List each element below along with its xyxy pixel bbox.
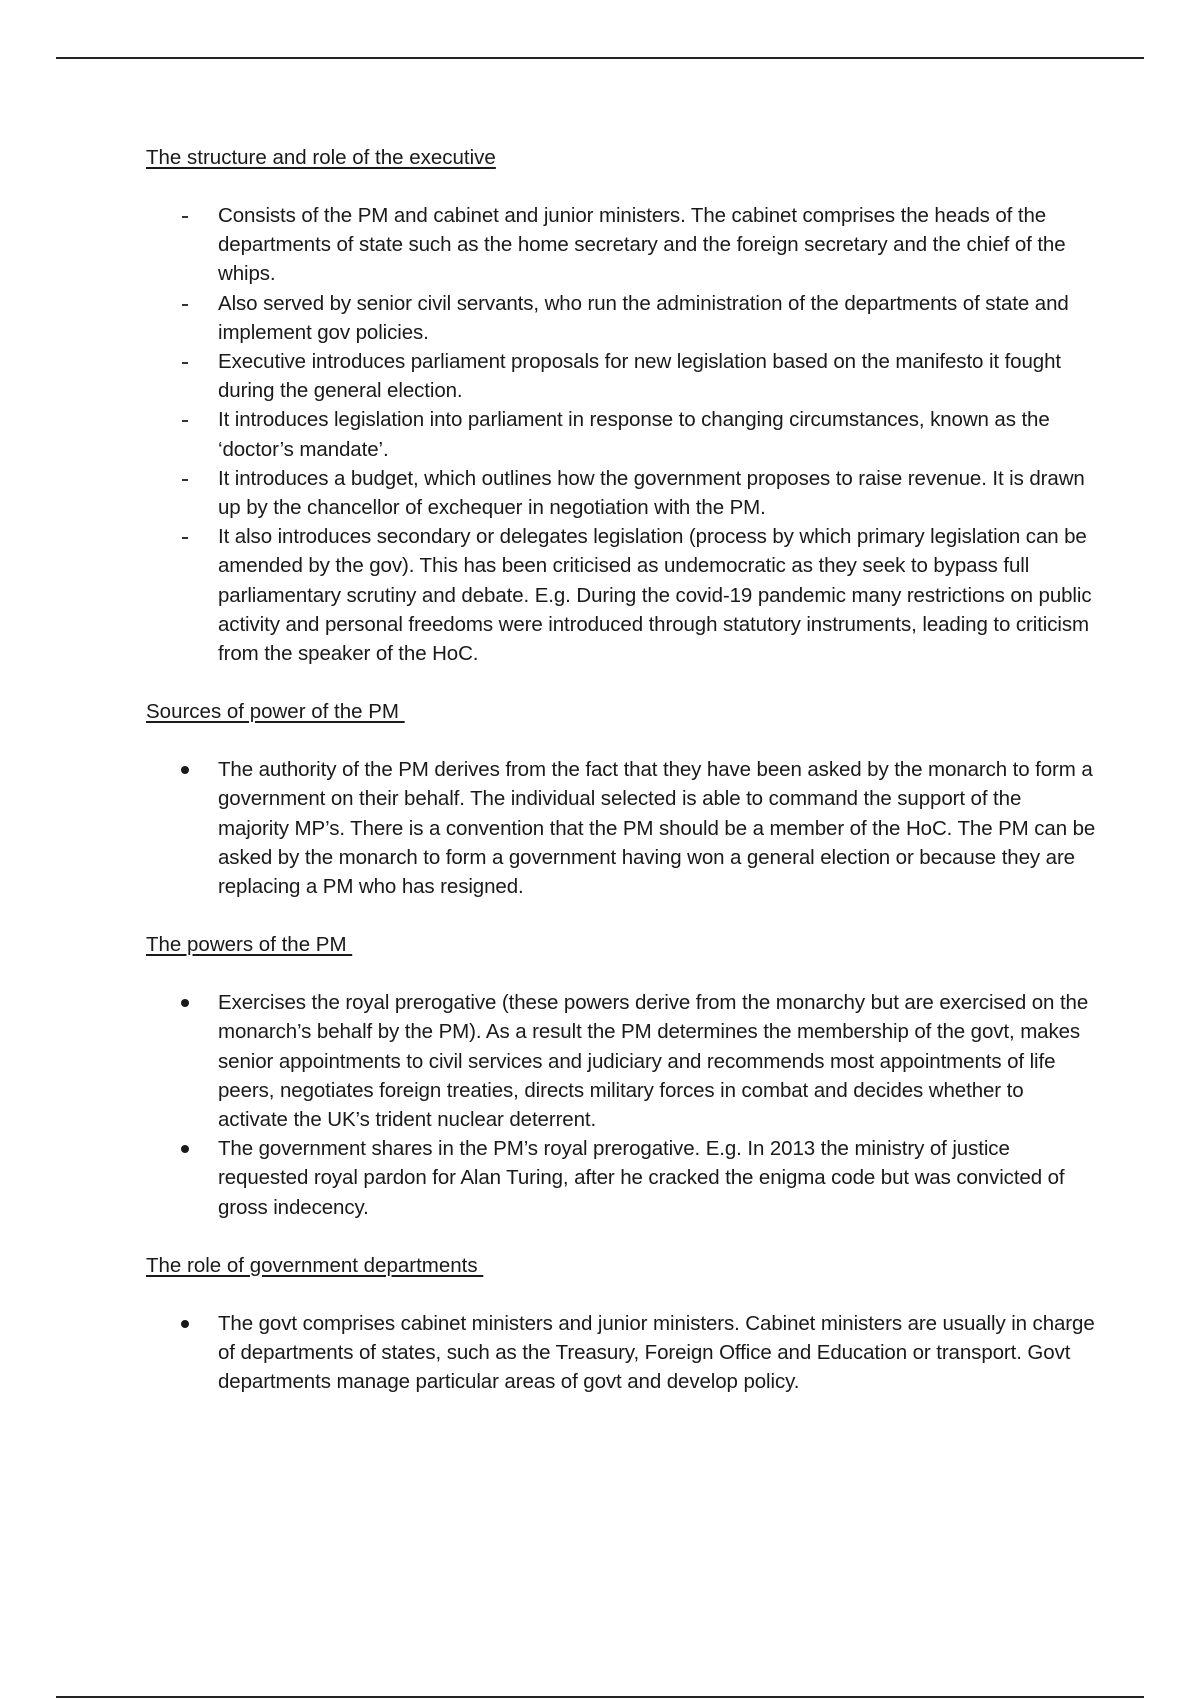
list-item-text: It also introduces secondary or delegates legislation (process by which primary legislation can be amended by the gov). This has been criticised as undemocratic as they seek to bypass full parliamentary scrutiny and debate. E.g. During the covid-19 pandemic many restrictions on public activity and personal freedoms were introduced through statutory instruments, leading to criticism from the speaker of the HoC. xyxy=(218,525,1092,666)
list-item-text: The govt comprises cabinet ministers and junior ministers. Cabinet ministers are usually in charge of departments of states, such as the Treasury, Foreign Office and Education or transport. Govt departments manage particular areas of govt and develop policy. xyxy=(218,1311,1095,1394)
bullet-list xyxy=(146,201,1096,668)
list-item-text: It introduces a budget, which outlines how the government proposes to raise revenue. It is drawn up by the chancellor of exchequer in negotiation with the PM. xyxy=(218,466,1085,520)
bullet-list xyxy=(146,755,1096,901)
list-item-text: It introduces legislation into parliament in response to changing circumstances, known as the ‘doctor’s mandate’. xyxy=(218,408,1050,461)
list-item xyxy=(146,1309,1096,1397)
list-item xyxy=(146,201,1096,289)
list-item-text: The authority of the PM derives from the fact that they have been asked by the monarch to form a government on their behalf. The individual selected is able to command the support of the majority MP’s. There is a convention that the PM should be a member of the HoC. The PM can be asked by the monarch to form a government having won a general election or because they are replacing a PM who has resigned. xyxy=(218,758,1096,899)
list-item-text: The government shares in the PM’s royal prerogative. E.g. In 2013 the ministry of justice requested royal pardon for Alan Turing, after he cracked the enigma code but was convicted of gross indecency. xyxy=(218,1137,1065,1219)
bullet-list xyxy=(146,1309,1096,1397)
list-item-text: Also served by senior civil servants, who run the administration of the departments of state and implement gov policies. xyxy=(218,291,1069,344)
section-sources-of-power xyxy=(146,697,1096,901)
list-item xyxy=(146,405,1096,463)
section-heading: The powers of the PM xyxy=(146,933,353,957)
section-heading: Sources of power of the PM xyxy=(146,700,405,724)
bullet-list xyxy=(146,988,1096,1222)
list-item xyxy=(146,1134,1096,1222)
top-rule xyxy=(56,57,1144,59)
list-item xyxy=(146,464,1096,522)
list-item-text: Consists of the PM and cabinet and junior ministers. The cabinet comprises the heads of the departments of state such as the home secretary and the foreign secretary and the chief of the whips. xyxy=(218,204,1066,286)
section-heading: The role of government departments xyxy=(146,1253,484,1277)
section-executive-structure xyxy=(146,143,1096,668)
section-government-departments xyxy=(146,1251,1096,1397)
list-item-text: Executive introduces parliament proposals for new legislation based on the manifesto it fought during the general election. xyxy=(218,350,1061,403)
section-powers-of-pm xyxy=(146,930,1096,1222)
list-item xyxy=(146,522,1096,668)
bottom-rule xyxy=(56,1696,1144,1698)
list-item xyxy=(146,988,1096,1134)
section-heading: The structure and role of the executive xyxy=(146,146,496,169)
list-item-text: Exercises the royal prerogative (these powers derive from the monarchy but are exercised on the monarch’s behalf by the PM). As a result the PM determines the membership of the govt, makes senior appointments to civil services and judiciary and recommends most appointments of life peers, negotiates foreign treaties, directs military forces in combat and decides whether to activate the UK’s trident nuclear deterrent. xyxy=(218,991,1089,1132)
list-item xyxy=(146,289,1096,347)
document-body xyxy=(146,143,1096,1426)
list-item xyxy=(146,347,1096,405)
list-item xyxy=(146,755,1096,901)
